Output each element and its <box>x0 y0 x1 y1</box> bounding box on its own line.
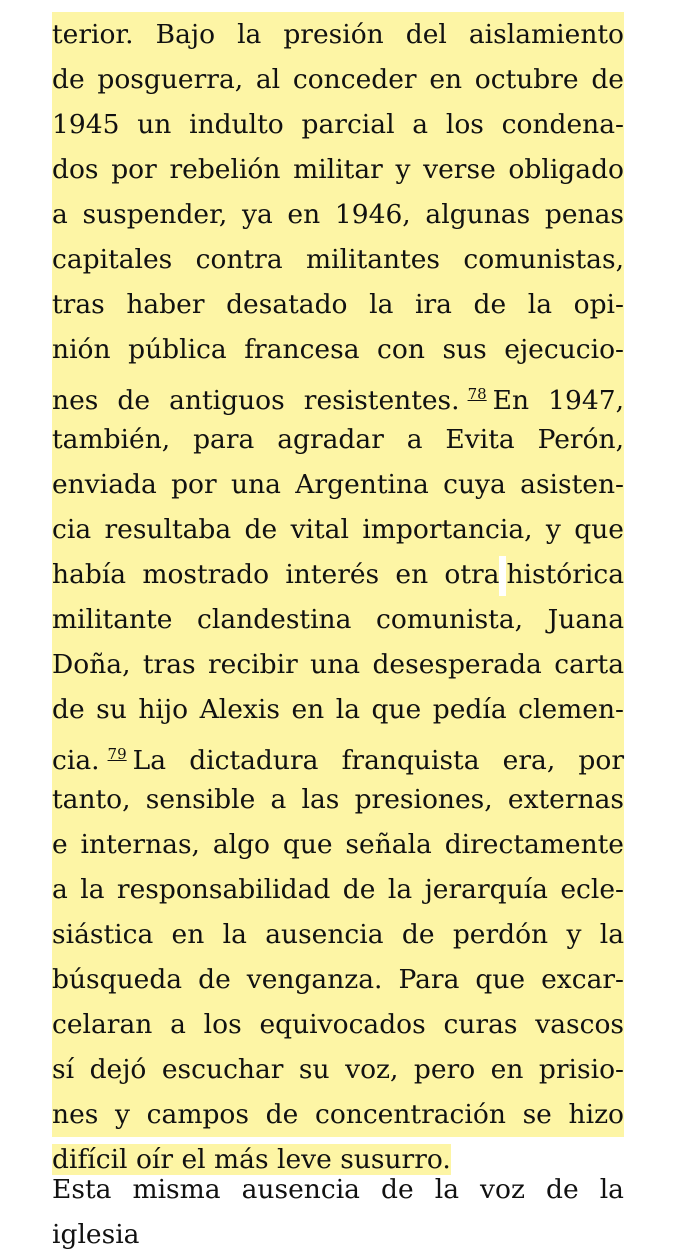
text-fragment: nes de antiguos resistentes. <box>52 385 460 416</box>
text-line: nes y campos de concentración se hizo <box>52 1092 624 1137</box>
text-line: enviada por una Argentina cuya asisten- <box>52 462 624 507</box>
highlighted-passage <box>52 12 624 1182</box>
text-line: tanto, sensible a las presiones, externas <box>52 777 624 822</box>
footnote-link-79[interactable]: 79 <box>107 745 127 763</box>
text-fragment: había mostrado interés en otra <box>52 559 500 590</box>
text-line: dos por rebelión militar y verse obligado <box>52 147 624 192</box>
cut-off-next-line <box>52 1174 624 1250</box>
text-line: celaran a los equivocados curas vascos <box>52 1002 624 1047</box>
text-line: de posguerra, al conceder en octubre de <box>52 57 624 102</box>
footnote-link-78[interactable]: 78 <box>467 385 487 403</box>
text-line: cia resultaba de vital importancia, y que <box>52 507 624 552</box>
text-fragment: histórica <box>506 559 624 590</box>
text-line: a la responsabilidad de la jerarquía ecle- <box>52 867 624 912</box>
text-line: siástica en la ausencia de perdón y la <box>52 912 624 957</box>
text-line: búsqueda de venganza. Para que excar- <box>52 957 624 1002</box>
text-line: también, para agradar a Evita Perón, <box>52 417 624 462</box>
text-fragment: La dictadura franquista era, por <box>132 745 624 776</box>
text-line: terior. Bajo la presión del aislamiento <box>52 12 624 57</box>
text-line-with-footnote <box>52 732 624 777</box>
text-fragment: Esta misma ausencia de la voz de la iglesia <box>52 1174 624 1250</box>
text-line: nión pública francesa con sus ejecucio- <box>52 327 624 372</box>
text-line: 1945 un indulto parcial a los condena- <box>52 102 624 147</box>
text-fragment: difícil oír el más leve susurro. <box>52 1144 451 1175</box>
text-line: de su hijo Alexis en la que pedía clemen- <box>52 687 624 732</box>
text-line: e internas, algo que señala directamente <box>52 822 624 867</box>
text-line-with-footnote <box>52 372 624 417</box>
text-line-with-gap <box>52 552 624 597</box>
text-line: sí dejó escuchar su voz, pero en prisio- <box>52 1047 624 1092</box>
text-line: Doña, tras recibir una desesperada carta <box>52 642 624 687</box>
text-line: capitales contra militantes comunistas, <box>52 237 624 282</box>
text-fragment: En 1947, <box>492 385 624 416</box>
text-fragment: cia. <box>52 745 100 776</box>
text-line: militante clandestina comunista, Juana <box>52 597 624 642</box>
text-line: a suspender, ya en 1946, algunas penas <box>52 192 624 237</box>
text-line: tras haber desatado la ira de la opi- <box>52 282 624 327</box>
